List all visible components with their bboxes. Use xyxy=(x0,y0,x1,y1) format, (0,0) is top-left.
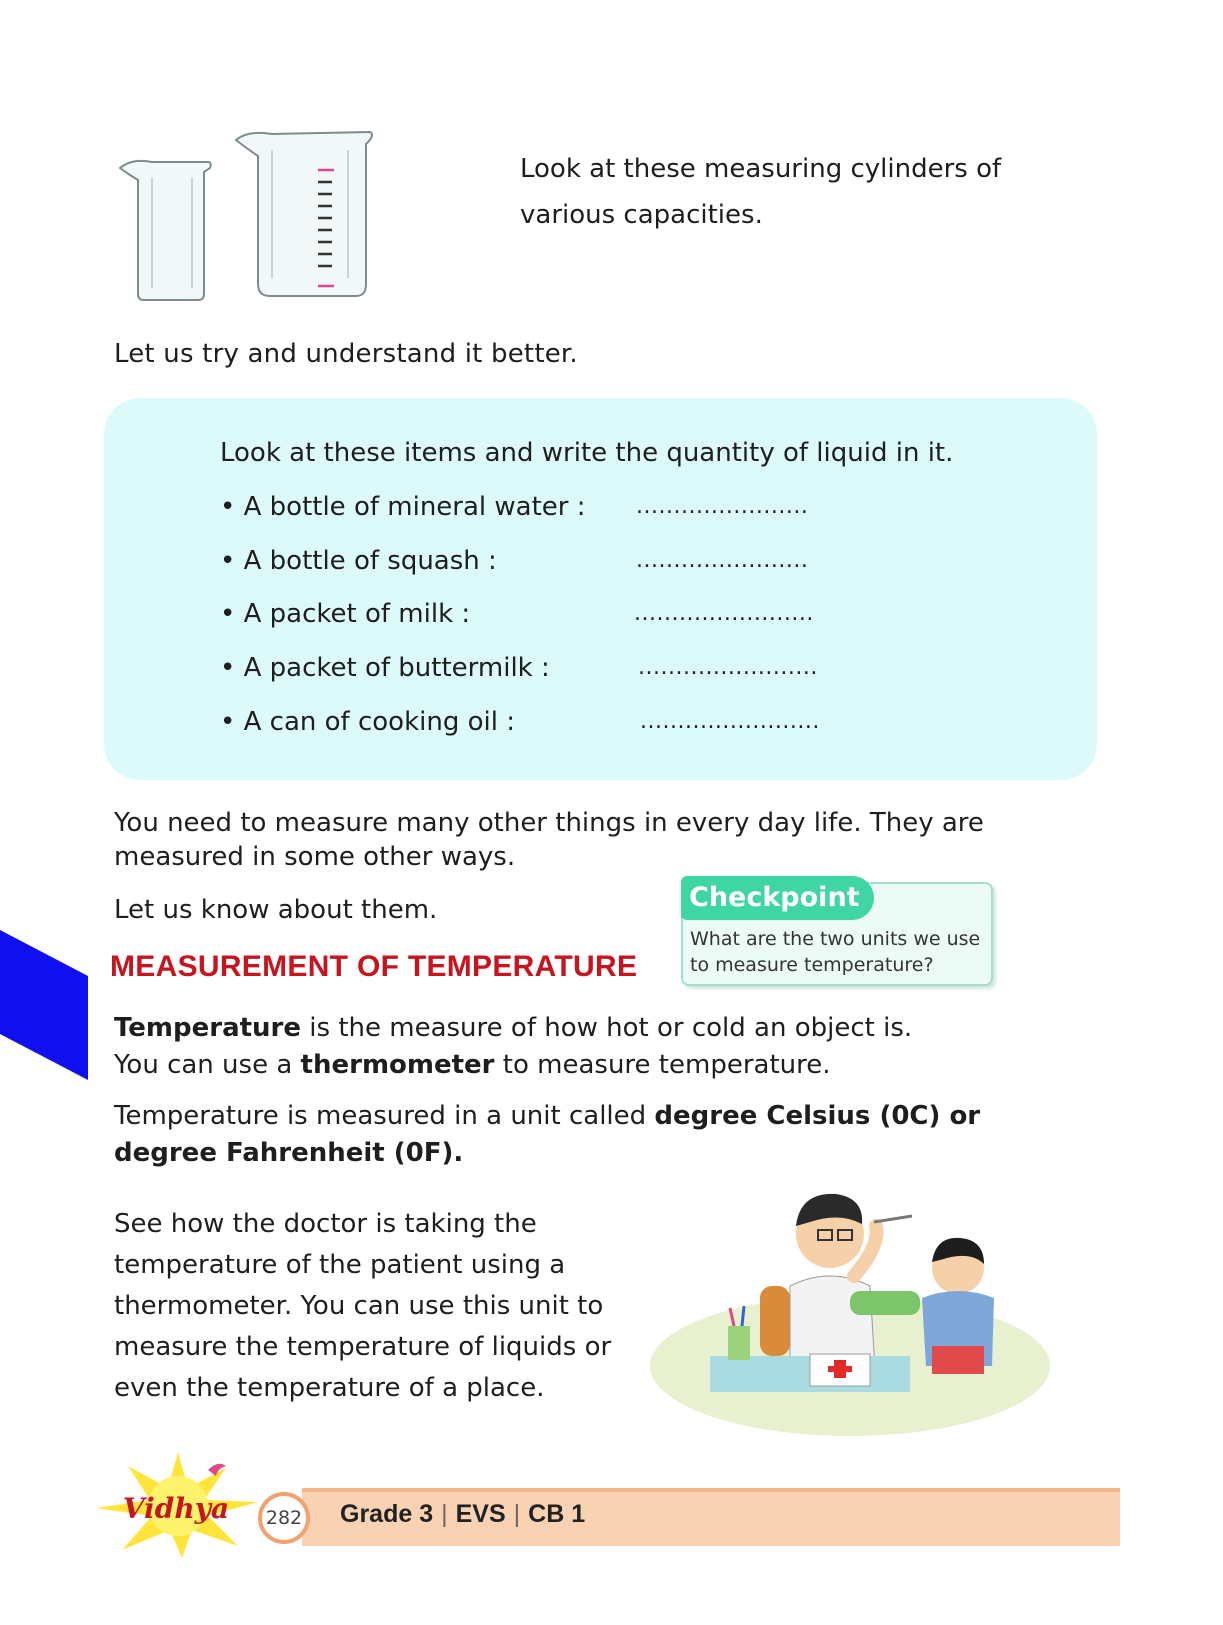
doctor-paragraph: See how the doctor is taking the temperature of the patient using a thermometer. You can use this unit to measure the temperature of liquids or even the temperature of a place. xyxy=(114,1209,612,1403)
exercise-instruction: Look at these items and write the quantity of liquid in it. xyxy=(220,438,954,468)
side-tab-marker xyxy=(0,930,88,1080)
vidhya-logo xyxy=(88,1450,268,1560)
definition-text: to measure temperature. xyxy=(494,1050,831,1080)
bullet: • xyxy=(220,707,244,737)
exercise-item-label: A packet of milk : xyxy=(243,599,471,629)
exercise-item xyxy=(220,653,550,683)
checkpoint-question: What are the two units we use to measure temperature? xyxy=(690,928,981,976)
exercise-item xyxy=(220,599,470,629)
bullet: • xyxy=(220,492,244,522)
checkpoint-tag: Checkpoint xyxy=(681,876,874,920)
logo-text: Vidhya xyxy=(122,1492,230,1525)
exercise-item-label: A packet of buttermilk : xyxy=(243,653,550,683)
exercise-item-label: A can of cooking oil : xyxy=(243,707,515,737)
footer-grade: Grade 3 xyxy=(340,1500,434,1528)
intro-paragraph: You need to measure many other things in every day life. They are measured in some other ways. xyxy=(114,808,984,872)
footer-subject: EVS xyxy=(455,1500,506,1528)
bullet: • xyxy=(220,653,244,683)
term-thermometer: thermometer xyxy=(300,1050,495,1080)
bullet: • xyxy=(220,599,244,629)
footer-course-info xyxy=(340,1500,585,1529)
exercise-item-label: A bottle of mineral water : xyxy=(243,492,586,522)
answer-blank[interactable]: ........................ xyxy=(638,655,818,680)
footer-separator: | xyxy=(513,1500,521,1528)
cylinders-caption: Look at these measuring cylinders of various capacities. xyxy=(520,154,1002,230)
footer-separator: | xyxy=(441,1500,448,1528)
units-text: Temperature is measured in a unit called xyxy=(114,1101,655,1131)
term-temperature: Temperature xyxy=(114,1013,302,1043)
exercise-item xyxy=(220,492,586,522)
page-number: 282 xyxy=(258,1492,310,1544)
definition-text: You can use a xyxy=(114,1050,301,1080)
units-bold: degree Celsius (0C) or degree Fahrenheit (0F). xyxy=(114,1101,981,1168)
know-line: Let us know about them. xyxy=(114,895,438,925)
try-line: Let us try and understand it better. xyxy=(114,339,578,369)
answer-blank[interactable]: ........................ xyxy=(634,601,814,626)
answer-blank[interactable]: ....................... xyxy=(636,494,809,519)
bullet: • xyxy=(220,546,244,576)
footer-bar-edge xyxy=(302,1488,1120,1492)
measuring-cylinders-illustration xyxy=(112,128,382,308)
exercise-item-label: A bottle of squash : xyxy=(243,546,497,576)
section-heading: MEASUREMENT OF TEMPERATURE xyxy=(110,950,638,983)
definition-text: is the measure of how hot or cold an object is. xyxy=(301,1013,913,1043)
answer-blank[interactable]: ....................... xyxy=(636,548,809,573)
exercise-item xyxy=(220,546,497,576)
temperature-units xyxy=(114,1098,1074,1172)
temperature-definition xyxy=(114,1010,1074,1084)
doctor-patient-illustration xyxy=(640,1176,1060,1446)
exercise-item xyxy=(220,707,515,737)
answer-blank[interactable]: ........................ xyxy=(640,709,820,734)
footer-book: CB 1 xyxy=(528,1500,586,1528)
